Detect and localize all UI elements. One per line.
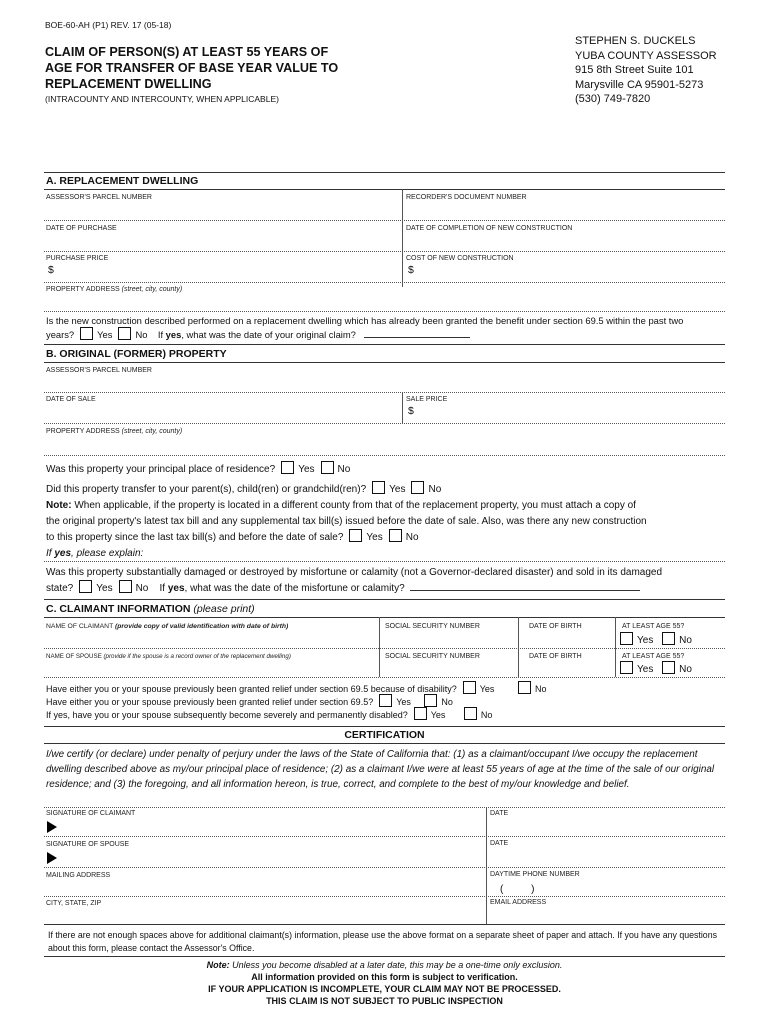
c-relief-no-checkbox[interactable] [424,694,437,707]
assessor-street: 915 8th Street Suite 101 [575,64,694,76]
c-relief-yes-checkbox[interactable] [379,694,392,707]
c-spouse-age-label: AT LEAST AGE 55? [622,653,685,660]
c-claimant-label [46,623,288,630]
sig-row3-rule [44,896,725,897]
a-q1-no-checkbox[interactable] [118,327,131,340]
cert-top-rule [44,726,725,727]
section-a-header-rule [44,189,725,190]
certification-text: I/we certify (or declare) under penalty of perjury under the laws of the State of California that: (1) as a claimant/occupant I/we occupy the replacement dwelling described above as my/our principal place of residence; (2) as a claimant I/we were at least 55 years of age at the time of the sale of our original residence; and (3) the foregoing, and all information hereon, is true, correct, and complete to the best of my/our knowledge and belief. [46,749,715,790]
c-divider-1 [379,617,380,677]
c-spouse-age-yes-checkbox[interactable] [620,661,633,674]
a-row2-rule [44,251,725,252]
a-q1-post: , what was the date of your original claim? [181,329,356,340]
footer-verification: All information provided on this form is subject to verification. [251,972,518,982]
form-subtitle: (INTRACOUNTY AND INTERCOUNTY, WHEN APPLICABLE) [45,94,279,104]
b-explain-rule[interactable] [44,561,725,562]
c-disability-yes-checkbox[interactable] [463,681,476,694]
b-transfer-yes-label: Yes [389,484,406,495]
section-c-heading [46,603,255,615]
b-note-line1 [46,498,730,514]
a-row3-rule [44,282,725,283]
section-c-header-rule [44,617,725,618]
b-row1-rule [44,392,725,393]
c-spouse-age-no-checkbox[interactable] [662,661,675,674]
b-address-label-text: PROPERTY ADDRESS [46,428,120,435]
section-c-heading-hint: (please print) [193,603,255,615]
a-q1-date-field[interactable] [364,337,470,338]
b-sale-price-currency: $ [408,405,414,417]
a-q1-post-yes: yes [165,329,182,340]
mailing-address-label: MAILING ADDRESS [46,872,111,879]
c-relief-no-label: No [441,697,453,707]
sig-claimant-date-label: DATE [490,810,509,817]
c-disability-no-label: No [534,684,547,694]
sig-row1-rule [44,836,725,837]
assessor-name: STEPHEN S. DUCKELS [575,35,696,47]
a-q1-post-pre: If [157,329,166,340]
b-construction-no-checkbox[interactable] [389,529,402,542]
c-q-severe-row [46,707,492,722]
c-q-disability: Have either you or your spouse previously been granted relief under section 69.5 because of disability? [46,684,457,694]
b-q-damaged-line1: Was this property substantially damaged or destroyed by misfortune or calamity (not a Governor-declared disaster) and sold in its damaged [46,567,663,578]
section-b-header-rule [44,362,725,363]
b-construction-yes-checkbox[interactable] [349,529,362,542]
section-c-top-rule [44,599,725,600]
b-damaged-date-field[interactable] [410,590,640,591]
b-explain-yes: yes [54,547,72,559]
b-damaged-no-label: No [135,583,149,594]
sig-claimant-arrow-icon [47,821,57,833]
footer-bottom-rule [44,956,725,957]
footer-incomplete-warning: IF YOUR APPLICATION IS INCOMPLETE, YOUR CLAIM MAY NOT BE PROCESSED. [208,984,561,994]
c-q-severe: If yes, have you or your spouse subsequently become severely and permanently disabled? [46,710,408,720]
a-parcel-label: ASSESSOR'S PARCEL NUMBER [46,194,152,201]
a-address-rule [44,311,725,312]
a-recorder-label: RECORDER'S DOCUMENT NUMBER [406,194,527,201]
b-transfer-no-label: No [428,484,442,495]
c-claimant-age-yes-checkbox[interactable] [620,632,633,645]
c-age-label: AT LEAST AGE 55? [622,623,685,630]
a-q1-line2 [46,327,470,343]
b-note-line2: the original property's latest tax bill and any supplemental tax bill(s) issued before the date of sale. Also, was there any new construction [46,515,647,527]
cert-header-rule [44,743,725,744]
sig-spouse-label: SIGNATURE OF SPOUSE [46,841,130,848]
c-relief-yes-label: Yes [396,697,411,707]
form-title [45,44,375,92]
b-sale-price-label: SALE PRICE [406,396,448,403]
footer-note-label: Note: [206,960,230,970]
section-a-divider [402,189,403,287]
sig-top-rule [44,807,725,808]
a-purchase-price-currency: $ [48,264,54,276]
c-severe-no-label: No [480,710,493,720]
b-q-damaged-pre: state? [46,583,74,594]
c-claimant-age-yes-label: Yes [637,635,654,646]
b-note-label: Note: [46,500,72,511]
a-q1-line1: Is the new construction described performed on a replacement dwelling which has already been granted the benefit under section 69.5 within the past two [46,315,684,326]
sig-spouse-date-label: DATE [490,840,509,847]
a-q1-pre: years? [46,329,75,340]
b-address-label [46,428,182,435]
b-q-damaged-post-pre: If [159,583,168,594]
b-q-damaged-post-yes: yes [167,583,185,594]
form-number: BOE-60-AH (P1) REV. 17 (05-18) [45,20,172,30]
certification-heading: CERTIFICATION [344,729,425,741]
section-b-heading: B. ORIGINAL (FORMER) PROPERTY [46,348,227,360]
b-damaged-no-checkbox[interactable] [119,580,132,593]
b-q-damaged-line2 [46,580,640,597]
a-address-label-text: PROPERTY ADDRESS [46,286,120,293]
sig-divider [486,807,487,924]
assessor-block [575,34,717,107]
city-state-zip-label: CITY, STATE, ZIP [46,900,102,907]
a-address-label [46,286,182,293]
form-title-line-2: AGE FOR TRANSFER OF BASE YEAR VALUE TO [45,61,339,75]
b-note [46,498,730,561]
b-transfer-no-checkbox[interactable] [411,481,424,494]
phone-label: DAYTIME PHONE NUMBER [490,871,580,878]
c-claimant-age-no-label: No [679,635,692,646]
footer-box-text: If there are not enough spaces above for additional claimant(s) information, please use the above format on a separate sheet of paper and attach. If you have any questions about this form, please contact the Assessor's Office. [48,930,717,953]
b-row2-rule [44,423,725,424]
b-q-transfer: Did this property transfer to your parent(s), child(ren) or grandchild(ren)? [46,484,367,495]
assessor-phone: (530) 749-7820 [575,93,651,105]
b-address-rule [44,455,725,456]
b-explain-row [46,546,730,562]
sig-row2-rule [44,867,725,868]
b-sale-date-label: DATE OF SALE [46,396,96,403]
c-severe-no-checkbox[interactable] [464,707,477,720]
c-row2-rule [44,677,725,678]
c-claimant-hint: (provide copy of valid identification with date of birth) [115,623,289,630]
c-disability-yes-label: Yes [479,684,495,694]
c-claimant-age-no-checkbox[interactable] [662,632,675,645]
c-spouse-dob-label: DATE OF BIRTH [529,653,582,660]
a-row1-rule [44,220,725,221]
assessor-city: Marysville CA 95901-5273 [575,78,704,91]
c-q-relief: Have either you or your spouse previously been granted relief under section 69.5? [46,697,374,707]
b-explain-pre: If [46,547,55,559]
b-damaged-yes-checkbox[interactable] [79,580,92,593]
b-residence-no-checkbox[interactable] [321,461,334,474]
c-spouse-age-options [614,661,692,678]
b-residence-yes-label: Yes [298,464,315,475]
footer-top-rule [44,924,725,925]
sig-claimant-label: SIGNATURE OF CLAIMANT [46,810,136,817]
c-spouse-age-no-label: No [679,664,692,675]
b-construction-yes-label: Yes [366,532,383,543]
c-row1-rule [44,648,725,649]
c-spouse-hint: (provide if the spouse is a record owner of the replacement dwelling) [103,653,291,660]
section-b-divider [402,392,403,423]
c-claimant-age-options [614,632,692,649]
footer-note-text: Unless you become disabled at a later date, this may be a one-time only exclusion. [229,960,563,970]
c-disability-no-checkbox[interactable] [518,681,531,694]
b-note-line1-text: When applicable, if the property is located in a different county from that of the replacement property, you must attach a copy of [71,500,636,511]
b-parcel-label: ASSESSOR'S PARCEL NUMBER [46,367,152,374]
b-note-line3 [46,529,730,546]
b-transfer-yes-checkbox[interactable] [372,481,385,494]
c-spouse-age-yes-label: Yes [637,664,654,675]
a-purchase-price-label: PURCHASE PRICE [46,255,109,262]
a-cost-label: COST OF NEW CONSTRUCTION [406,255,514,262]
c-claimant-label-text: NAME OF CLAIMANT [46,623,114,630]
form-title-line-3: REPLACEMENT DWELLING [45,77,212,91]
c-spouse-label-text: NAME OF SPOUSE [46,653,102,660]
a-completion-date-label: DATE OF COMPLETION OF NEW CONSTRUCTION [406,225,573,232]
section-a-top-rule [44,172,725,173]
b-damaged-yes-label: Yes [96,583,113,594]
c-spouse-label [46,653,291,660]
a-q1-yes-label: Yes [97,329,113,340]
form-title-line-1: CLAIM OF PERSON(S) AT LEAST 55 YEARS OF [45,45,329,59]
b-explain-post: , please explain: [71,547,144,559]
a-q1-no-label: No [135,329,148,340]
c-dob-label: DATE OF BIRTH [529,623,582,630]
a-purchase-date-label: DATE OF PURCHASE [46,225,117,232]
c-divider-2 [518,617,519,677]
footer-public-inspection: THIS CLAIM IS NOT SUBJECT TO PUBLIC INSPECTION [266,996,503,1006]
footer-note [44,959,725,971]
b-residence-no-label: No [337,464,351,475]
b-construction-no-label: No [405,532,419,543]
c-severe-yes-label: Yes [430,710,446,720]
b-note-line3-text: to this property since the last tax bill(s) and before the date of sale? [46,532,344,543]
b-q-damaged-post: , what was the date of the misfortune or calamity? [184,583,405,594]
b-address-hint: (street, city, county) [121,428,183,435]
b-residence-yes-checkbox[interactable] [281,461,294,474]
section-a-heading: A. REPLACEMENT DWELLING [46,175,199,187]
sig-spouse-arrow-icon [47,852,57,864]
assessor-title: YUBA COUNTY ASSESSOR [575,49,717,62]
a-q1-yes-checkbox[interactable] [80,327,93,340]
b-q-residence-row [46,461,350,478]
c-ssn-label: SOCIAL SECURITY NUMBER [385,623,480,630]
a-address-hint: (street, city, county) [121,286,183,293]
b-q-transfer-row [46,481,441,498]
c-severe-yes-checkbox[interactable] [414,707,427,720]
section-b-top-rule [44,344,725,345]
section-c-heading-text: C. CLAIMANT INFORMATION [46,603,191,615]
a-cost-currency: $ [408,264,414,276]
c-spouse-ssn-label: SOCIAL SECURITY NUMBER [385,653,480,660]
phone-format: ( ) [500,884,535,895]
email-label: EMAIL ADDRESS [490,899,547,906]
b-q-residence: Was this property your principal place of residence? [46,464,276,475]
